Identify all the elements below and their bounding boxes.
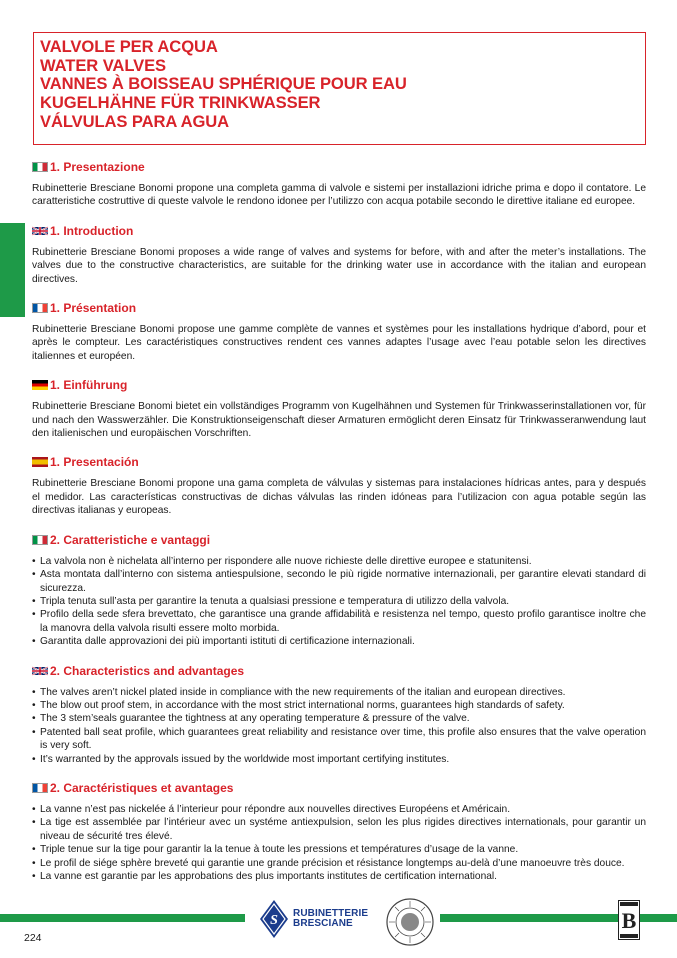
paragraph: Rubinetterie Bresciane Bonomi propone una completa gamma di valvole e sistemi per installazioni idriche prima e dopo il contatore. Le caratteristiche costruttive di queste valvole le rendono idonee per l’utilizzo con acqua potabile secondo le direttive italiane ed europee. <box>32 183 646 208</box>
iso-certification-seal <box>385 897 435 952</box>
section-einfuhrung <box>32 377 646 440</box>
bonomi-b-badge-icon <box>618 900 640 940</box>
heading-text: 1. Einführung <box>50 378 128 393</box>
list-item: • The 3 stem’seals guarantee the tightness at any operating temperature & pressure of the valve. <box>32 712 646 725</box>
section-heading <box>32 300 646 316</box>
iso-seal-icon <box>385 897 435 947</box>
heading-text: 1. Introduction <box>50 223 134 238</box>
section-introduction <box>32 223 646 286</box>
title-box <box>33 32 646 145</box>
list-item: • Triple tenue sur la tige pour garantir la la tenue à toute les pressions et températures d’usage de la vanne. <box>32 843 646 856</box>
logo-line-1: RUBINETTERIE <box>293 908 369 919</box>
paragraph: Rubinetterie Bresciane Bonomi bietet ein vollständiges Programm von Kugelhähnen und Systemen für Trinkwasserinstallationen vor, für und nach den Wasswerzähler. Die Konstruktionseigenschaft dieser Armaturen ermöglicht deren Einsatz für Trinkwasseranwendung laut den italienischen und europäischen Vorschriften. <box>32 401 646 440</box>
heading-text: 2. Characteristics and advantages <box>50 663 245 678</box>
section-heading <box>32 159 646 175</box>
rubinetterie-bresciane-logo <box>259 899 368 939</box>
list-item: • The blow out proof stem, in accordance with the most strict international norms, guarantees high standards of safety. <box>32 699 646 712</box>
title-line-es: VÁLVULAS PARA AGUA <box>40 111 230 131</box>
list-item: • La tige est assemblée par l’intérieur avec un systéme antiexpulsion, selon les plus rigides directives internationals, pour garantir un niveau de sécurité tres élevé. <box>32 816 646 843</box>
heading-text: 2. Caratteristiche e vantaggi <box>50 532 211 547</box>
section-heading <box>32 532 646 548</box>
france-flag-icon <box>32 783 48 793</box>
section-caracteristiques <box>32 780 646 883</box>
bullet-list <box>32 686 646 766</box>
footer-green-line-left <box>0 914 245 922</box>
title-line-de: KUGELHÄHNE FÜR TRINKWASSER <box>40 93 321 113</box>
list-item: • Le profil de siége sphère breveté qui garantie une grande précision et résistance longtemps au-delà d’une manoeuvre très douce. <box>32 857 646 870</box>
title-line-en: WATER VALVES <box>40 55 167 75</box>
section-heading <box>32 663 646 679</box>
section-characteristics <box>32 663 646 766</box>
uk-flag-icon <box>32 226 48 236</box>
section-heading <box>32 223 646 239</box>
svg-text:S: S <box>270 913 278 928</box>
uk-flag-icon <box>32 666 48 676</box>
section-heading <box>32 454 646 470</box>
list-item: • The valves aren’t nickel plated inside in compliance with the new requirements of the italian and european directives. <box>32 686 646 699</box>
list-item: • It’s warranted by the approvals issued by the worldwide most important certifying institutes. <box>32 753 646 766</box>
heading-text: 1. Présentation <box>50 301 137 316</box>
list-item: • La vanne n’est pas nickelée á l’interieur pour répondre aux nouvelles directives Européens et Américain. <box>32 803 646 816</box>
list-item: • Tripla tenuta sull’asta per garantire la tenuta a qualsiasi pressione e temperatura di utilizzo della valvola. <box>32 595 646 608</box>
spain-flag-icon <box>32 457 48 467</box>
section-presentacion <box>32 454 646 517</box>
list-item: • Profilo della sede sfera brevettato, che garantisce una grande affidabilità e resistenza nel tempo, questo profilo garantisce inoltre che la manovra della valvola risulti essere molto morbida. <box>32 608 646 635</box>
green-side-tab <box>0 223 25 317</box>
paragraph: Rubinetterie Bresciane Bonomi proposes a wide range of valves and systems for before, with and after the meter’s installations. The valves due to the constructive characteristics, are suitable for the drinking water use in accordance with the italian and european directives. <box>32 246 646 285</box>
content <box>32 159 646 883</box>
paragraph: Rubinetterie Bresciane Bonomi propone una gama completa de válvulas y sistemas para instalaciones hídricas antes, para y después el medidor. Las características constructivas de dichas válvulas las rinden idóneas para l’utilizacion con agua potable según las directivas italianas y europeas. <box>32 478 646 517</box>
section-heading <box>32 377 646 393</box>
svg-text:B: B <box>621 908 637 933</box>
bullet-list <box>32 555 646 649</box>
list-item: • Asta montata dall’interno con sistema antiespulsione, secondo le più rigide normative internazionali, per garantire elevati standard di sicurezza. <box>32 568 646 595</box>
logo-line-2: BRESCIANE <box>293 918 353 929</box>
heading-text: 1. Presentazione <box>50 160 145 174</box>
section-presentation-fr <box>32 300 646 363</box>
title-line-fr: VANNES À BOISSEAU SPHÉRIQUE POUR EAU <box>40 74 407 94</box>
section-presentazione <box>32 159 646 209</box>
italy-flag-icon <box>32 162 48 172</box>
footer-green-line-right <box>440 914 677 922</box>
title-line-it: VALVOLE PER ACQUA <box>40 37 218 56</box>
germany-flag-icon <box>32 380 48 390</box>
page-number: 224 <box>24 932 42 944</box>
section-caratteristiche <box>32 532 646 649</box>
list-item: • La vanne est garantie par les approbations des plus importants institutes de certification international. <box>32 870 646 883</box>
section-heading <box>32 780 646 796</box>
list-item: • Garantita dalle approvazioni dei più importanti istituti di certificazione internazionali. <box>32 635 646 648</box>
italy-flag-icon <box>32 535 48 545</box>
bonomi-group-badge <box>618 900 640 945</box>
bullet-list <box>32 803 646 883</box>
heading-text: 1. Presentación <box>50 455 139 470</box>
paragraph: Rubinetterie Bresciane Bonomi propose une gamme complète de vannes et systèmes pour les installations hydrique d’abord, pour et après le compteur. Les caractéristiques constructives rendent ces vannes adaptes l’usage avec l’eau potable selon les directives italiennes et européen. <box>32 324 646 362</box>
list-item: • Patented ball seat profile, which guarantees great reliability and resistance over time, this profile also ensures that the valve operation is very soft. <box>32 726 646 753</box>
heading-text: 2. Caractéristiques et avantages <box>50 780 234 795</box>
list-item: • La valvola non è nichelata all’interno per rispondere alle nuove richieste delle direttive europee e statunitensi. <box>32 555 646 568</box>
rb-diamond-logo-icon <box>259 899 289 939</box>
france-flag-icon <box>32 303 48 313</box>
